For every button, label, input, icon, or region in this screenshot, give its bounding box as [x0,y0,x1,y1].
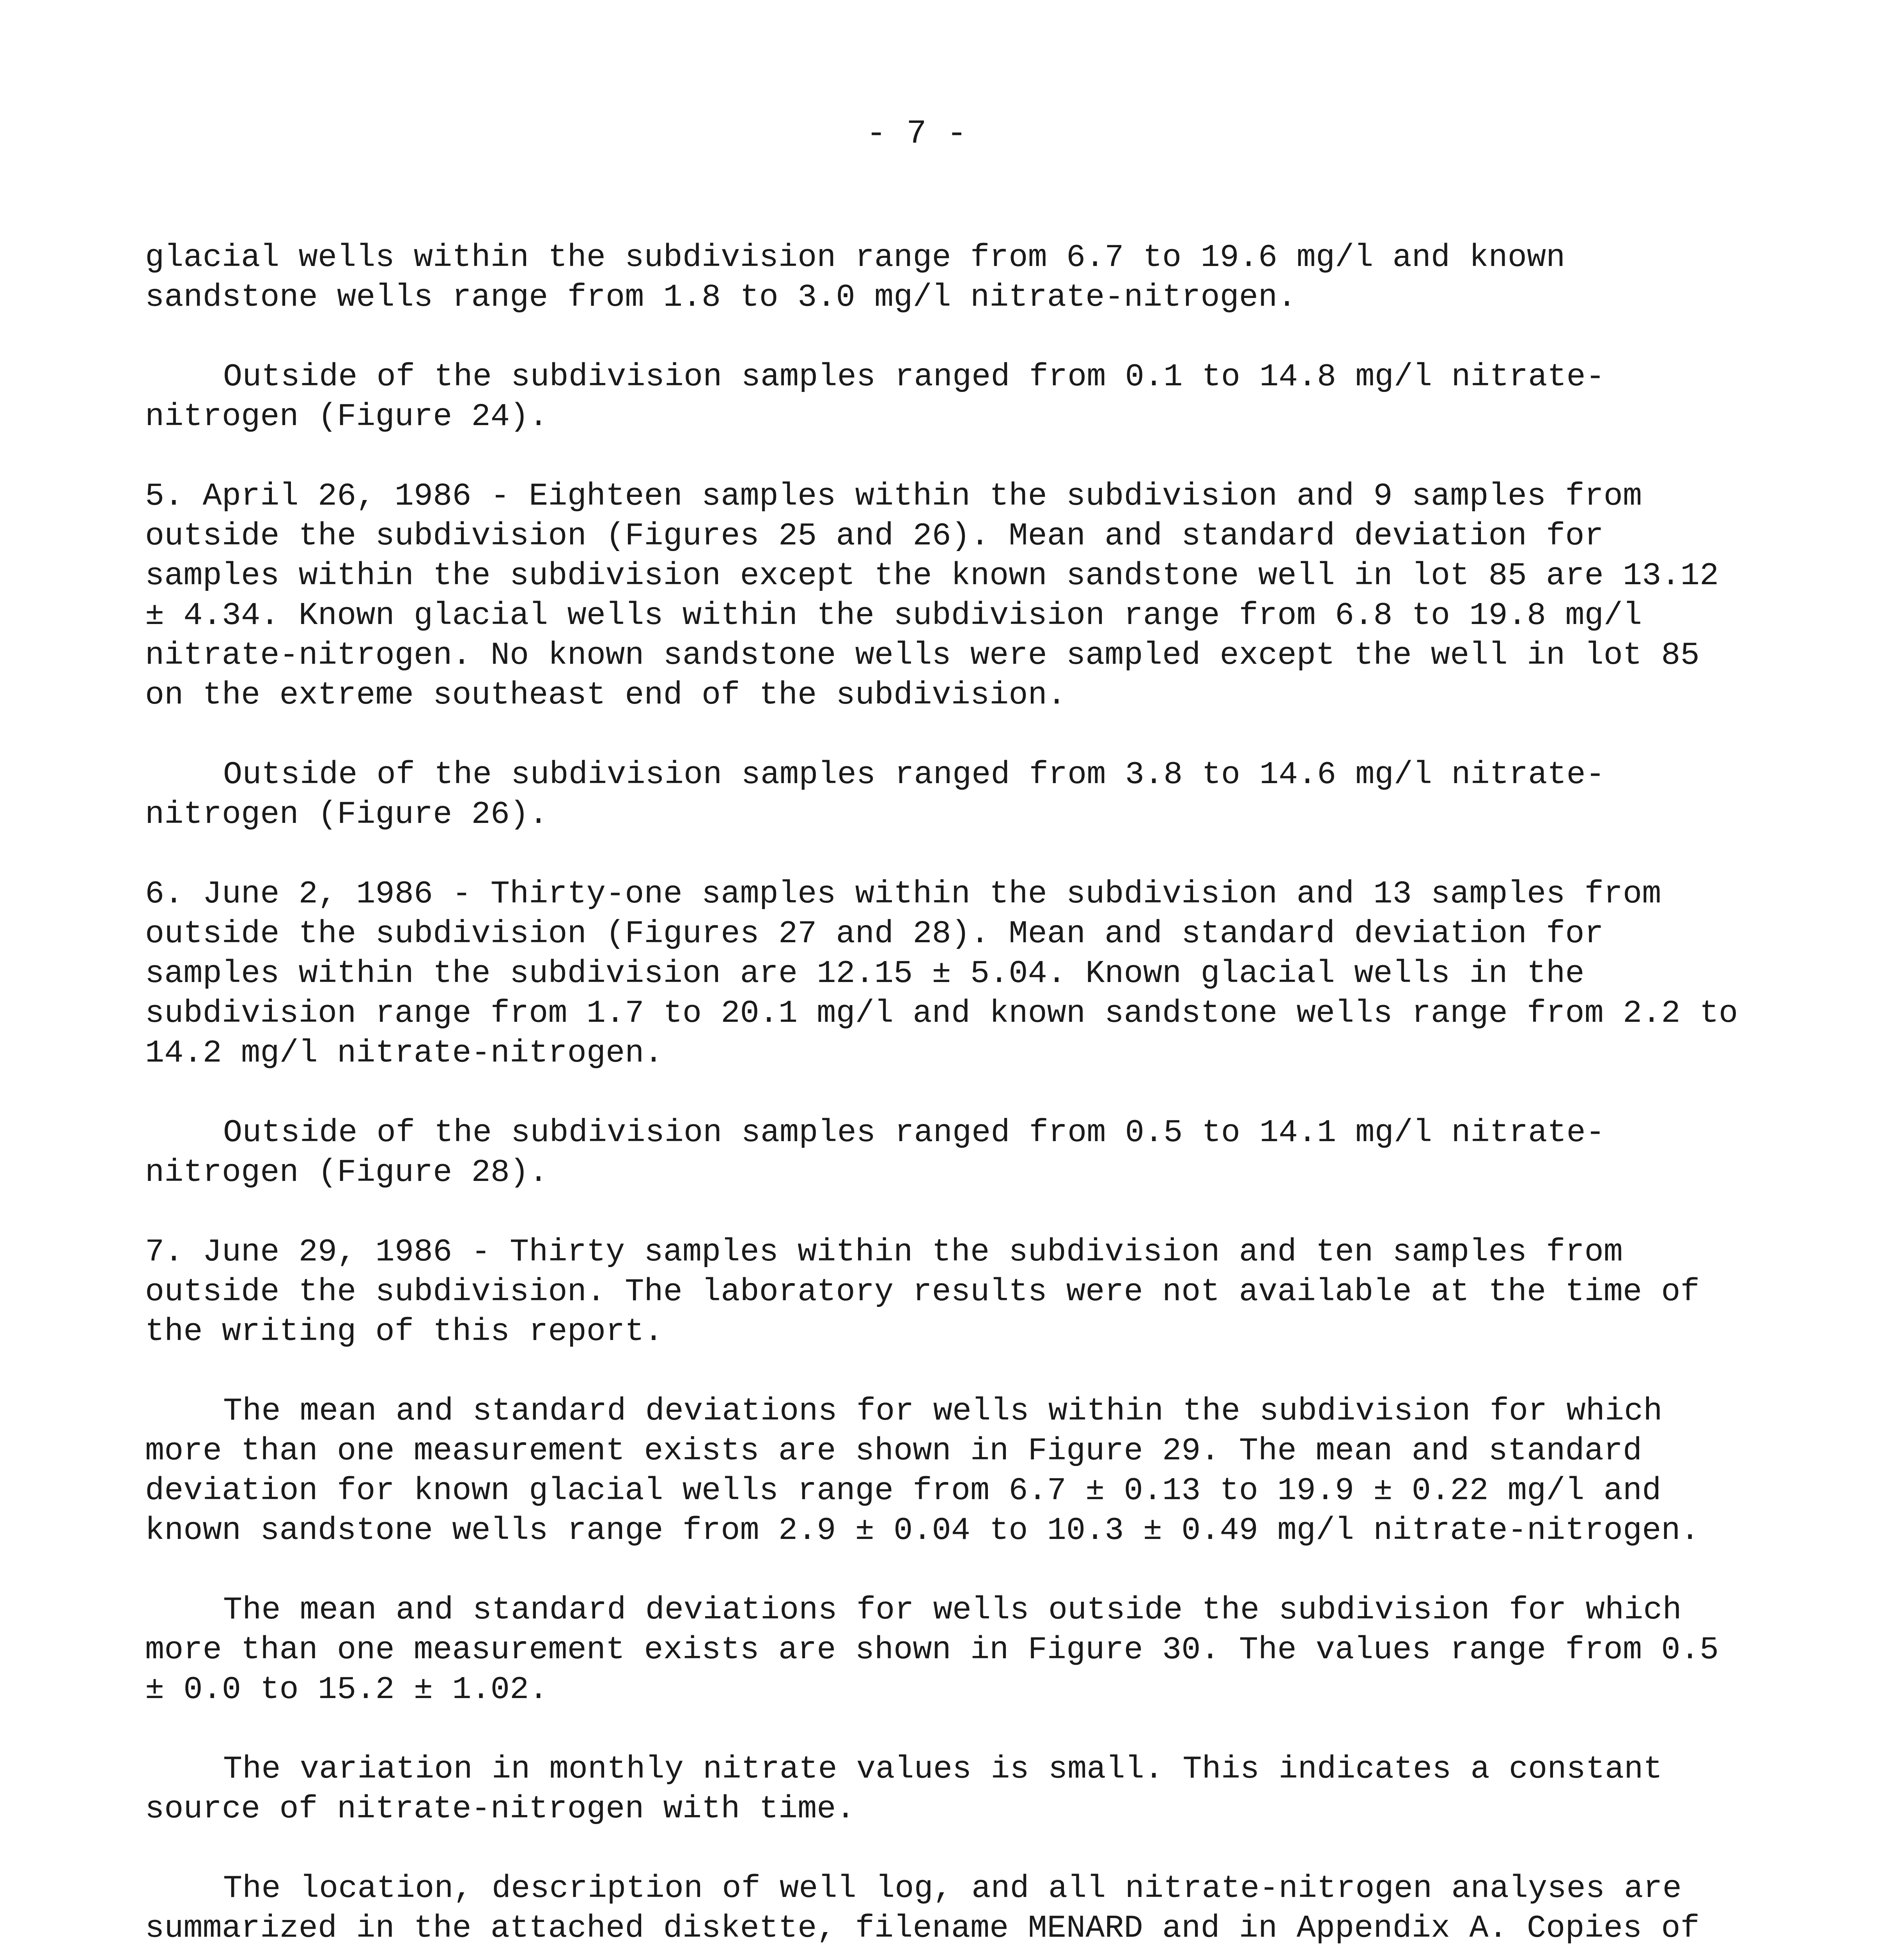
paragraph-item-5: 5. April 26, 1986 - Eighteen samples within the subdivision and 9 samples from outside the subdivision (Figures 25 and 26). Mean and standard deviation for samples within the subdivision except the known sandstone well in lot 85 are 13.12 ± 4.34. Known glacial wells within the subdivision range from 6.8 to 19.8 mg/l nitrate-nitrogen. No known sandstone wells were sampled except the well in lot 85 on the extreme southeast end of the subdivision. [145,478,1719,713]
paragraph-monthly-variation: The variation in monthly nitrate values is small. This indicates a constant source of nitrate-nitrogen with time. [145,1751,1663,1827]
page-number: - 7 - [866,115,967,153]
document-body [145,238,1748,1950]
paragraph-item-6: 6. June 2, 1986 - Thirty-one samples within the subdivision and 13 samples from outside the subdivision (Figures 27 and 28). Mean and standard deviation for samples within the subdivision are 12.15 ± 5.04. Known glacial wells in the subdivision range from 1.7 to 20.1 mg/l and known sandstone wells range from 2.2 to 14.2 mg/l nitrate-nitrogen. [145,876,1738,1071]
paragraph-outside-samples-28: Outside of the subdivision samples ranged from 0.5 to 14.1 mg/l nitrate-nitrogen (Figure 28). [145,1115,1605,1191]
paragraph-within-subdivision-stats: The mean and standard deviations for wells within the subdivision for which more than one measurement exists are shown in Figure 29. The mean and standard deviation for known glacial wells range from 6.7 ± 0.13 to 19.9 ± 0.22 mg/l and known sandstone wells range from 2.9 ± 0.04 to 10.3 ± 0.49 mg/l nitrate-nitrogen. [145,1393,1700,1549]
paragraph-outside-samples-24: Outside of the subdivision samples ranged from 0.1 to 14.8 mg/l nitrate-nitrogen (Figure 24). [145,359,1605,435]
paragraph-item-7: 7. June 29, 1986 - Thirty samples within the subdivision and ten samples from outside the subdivision. The laboratory results were not available at the time of the writing of this report. [145,1234,1700,1350]
paragraph-continuation: glacial wells within the subdivision range from 6.7 to 19.6 mg/l and known sandstone wells range from 1.8 to 3.0 mg/l nitrate-nitrogen. [145,239,1565,316]
paragraph-data-location: The location, description of well log, and all nitrate-nitrogen analyses are summarized in the attached diskette, filename MENARD and in Appendix A. Copies of [145,1870,1700,1946]
paragraph-outside-subdivision-stats: The mean and standard deviations for wells outside the subdivision for which more than one measurement exists are shown in Figure 30. The values range from 0.5 ± 0.0 to 15.2 ± 1.02. [145,1592,1719,1708]
paragraph-outside-samples-26: Outside of the subdivision samples ranged from 3.8 to 14.6 mg/l nitrate-nitrogen (Figure 26). [145,757,1605,833]
